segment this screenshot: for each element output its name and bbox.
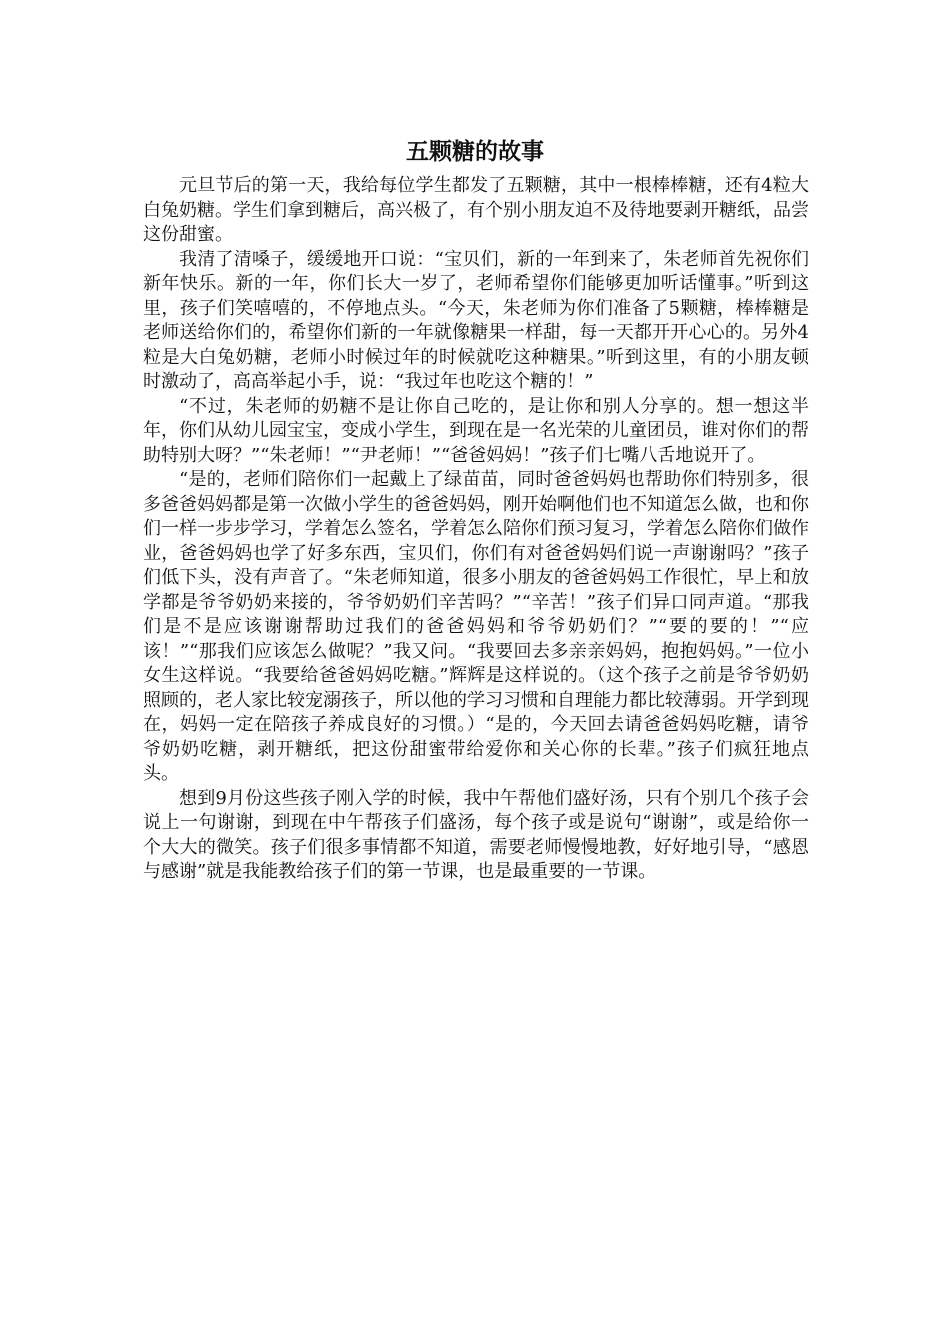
- paragraph-5: 想到9月份这些孩子刚入学的时候，我中午帮他们盛好汤，只有个别几个孩子会说上一句谢谢，到现在中午帮孩子们盛汤，每个孩子或是说句“谢谢”，或是给你一个大大的微笑。孩子们很多事情都不知道，需要老师慢慢地教，好好地引导，“感恩与感谢”就是我能教给孩子们的第一节课，也是最重要的一节课。: [143, 787, 809, 882]
- paragraph-4: “是的，老师们陪你们一起戴上了绿苗苗，同时爸爸妈妈也帮助你们特别多，很多爸爸妈妈都是第一次做小学生的爸爸妈妈，刚开始啊他们也不知道怎么做，也和你们一样一步步学习，学着怎么签名，学着怎么陪你们预习复习，学着怎么陪你们做作业，爸爸妈妈也学了好多东西，宝贝们，你们有对爸爸妈妈们说一声谢谢吗？”孩子们低下头，没有声音了。“朱老师知道，很多小朋友的爸爸妈妈工作很忙，早上和放学都是爷爷奶奶来接的，爷爷奶奶们辛苦吗？”“辛苦！”孩子们异口同声道。“那我们是不是应该谢谢帮助过我们的爸爸妈妈和爷爷奶奶们？”“要的要的！”“应该！”“那我们应该怎么做呢？”我又问。“我要回去多亲亲妈妈，抱抱妈妈。”一位小女生这样说。“我要给爸爸妈妈吃糖。”辉辉是这样说的。（这个孩子之前是爷爷奶奶照顾的，老人家比较宠溺孩子，所以他的学习习惯和自理能力都比较薄弱。开学到现在，妈妈一定在陪孩子养成良好的习惯。）“是的，今天回去请爸爸妈妈吃糖，请爷爷奶奶吃糖，剥开糖纸，把这份甜蜜带给爱你和关心你的长辈。”孩子们疯狂地点头。: [143, 469, 809, 784]
- paragraph-3: “不过，朱老师的奶糖不是让你自己吃的，是让你和别人分享的。想一想这半年，你们从幼儿园宝宝，变成小学生，到现在是一名光荣的儿童团员，谁对你们的帮助特别大呀？”“朱老师！”“尹老师！”“爸爸妈妈！”孩子们七嘴八舌地说开了。: [143, 395, 809, 466]
- paragraph-1: 元旦节后的第一天，我给每位学生都发了五颗糖，其中一根棒棒糖，还有4粒大白兔奶糖。学生们拿到糖后，高兴极了，有个别小朋友迫不及待地要剥开糖纸，品尝这份甜蜜。: [143, 175, 809, 245]
- paragraph-2: 我清了清嗓子，缓缓地开口说：“宝贝们，新的一年到来了，朱老师首先祝你们新年快乐。新的一年，你们长大一岁了，老师希望你们能够更加听话懂事。”听到这里，孩子们笑嘻嘻的，不停地点头。“今天，朱老师为你们准备了5颗糖，棒棒糖是老师送给你们的，希望你们新的一年就像糖果一样甜，每一天都开开心心的。另外4粒是大白兔奶糖，老师小时候过年的时候就吃这种糖果。”听到这里，有的小朋友顿时激动了，高高举起小手，说：“我过年也吃这个糖的！”: [143, 248, 809, 392]
- document-body: [143, 174, 809, 885]
- document-title: 五颗糖的故事: [406, 139, 544, 165]
